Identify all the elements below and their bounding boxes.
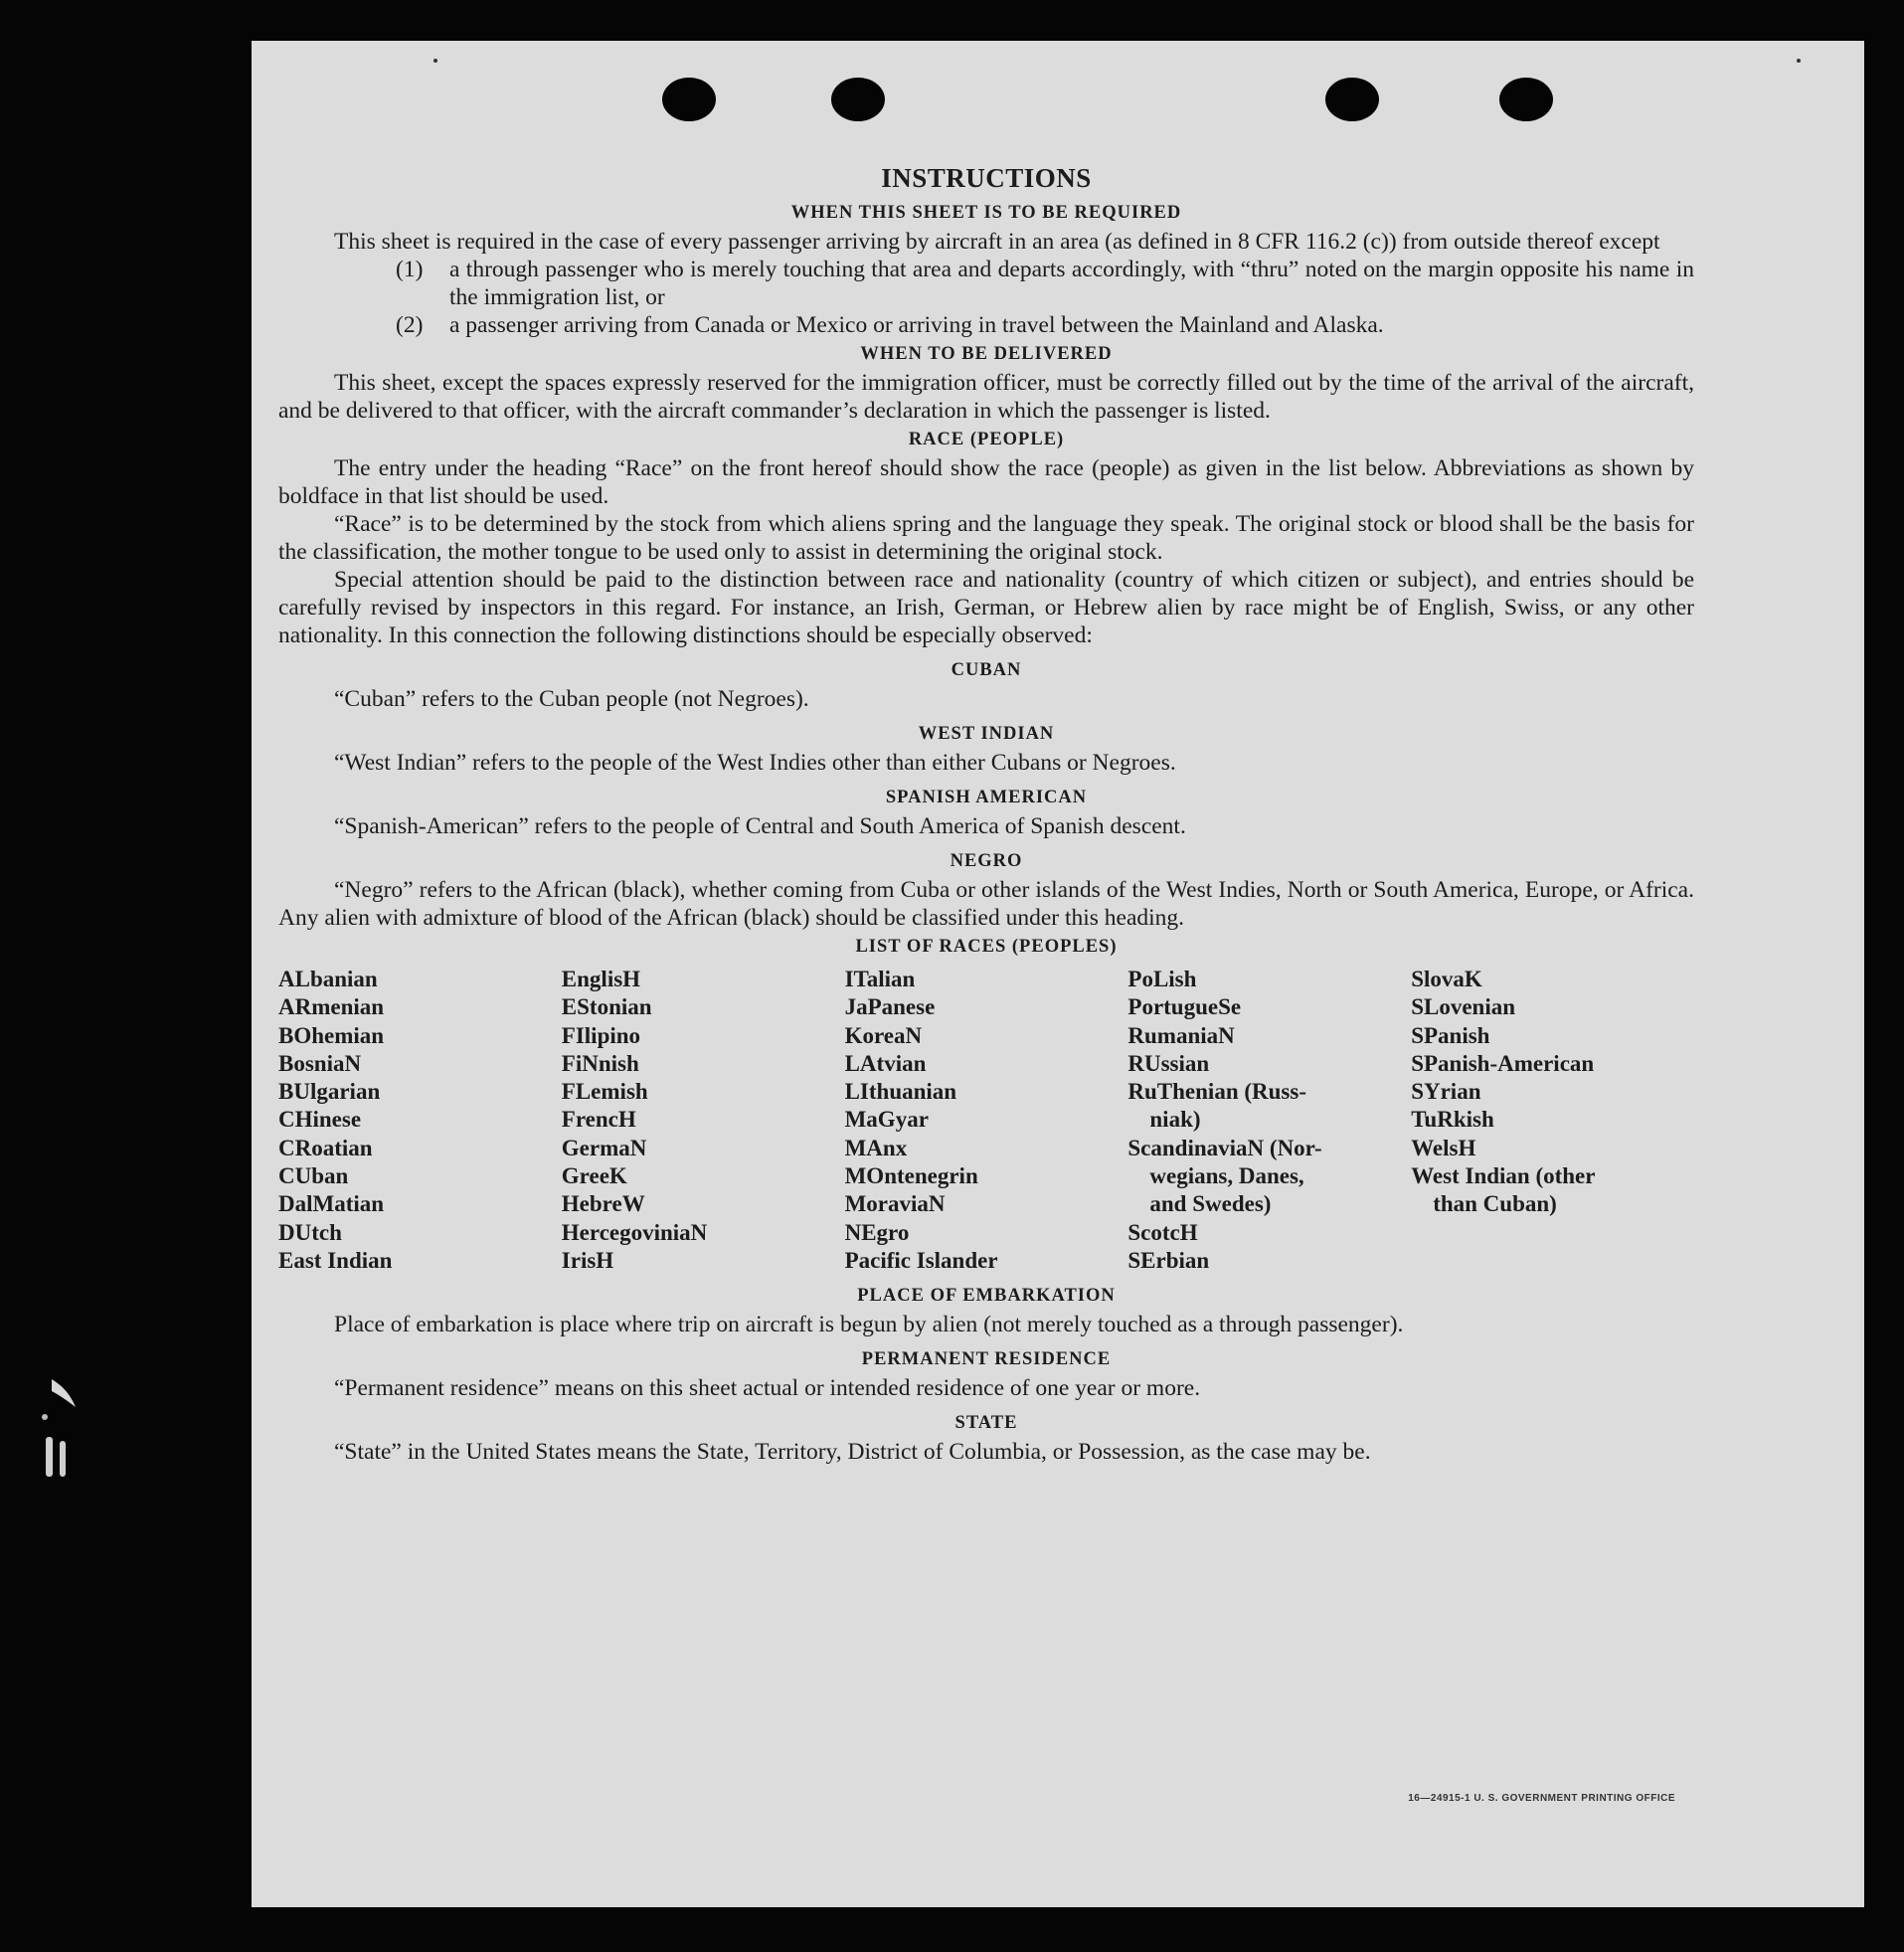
- speck: [1797, 59, 1801, 63]
- race-entry-continued: niak): [1149, 1107, 1201, 1133]
- heading-negro: NEGRO: [950, 851, 1023, 871]
- race-entry: EStonian: [561, 994, 652, 1020]
- race-paragraph-2: “Race” is to be determined by the stock from which aliens spring and the language they speak. The original stock or blood shall be the basis for the classification, the mother tongue to be used only to assist in determining the original stock.: [278, 511, 1694, 565]
- race-entry: FIlipino: [561, 1022, 641, 1048]
- heading-state: STATE: [954, 1413, 1018, 1434]
- race-entry: RUssian: [1127, 1050, 1210, 1076]
- embarkation-text: Place of embarkation is place where trip on aircraft is begun by alien (not merely touched as a through passenger).: [334, 1312, 1404, 1338]
- race-entry: EnglisH: [561, 967, 641, 991]
- race-entry: SlovaK: [1411, 967, 1482, 991]
- races-list: [278, 966, 1694, 1275]
- race-entry: KoreaN: [844, 1022, 923, 1048]
- item-text: a passenger arriving from Canada or Mexico or arriving in travel between the Mainland and Alaska.: [449, 312, 1384, 338]
- race-entry: JaPanese: [844, 994, 936, 1020]
- race-entry: IrisH: [561, 1247, 614, 1273]
- heading-race: RACE (PEOPLE): [908, 430, 1065, 449]
- punch-hole: [1499, 78, 1553, 121]
- race-entry: PortugueSe: [1127, 994, 1242, 1020]
- race-entry: SYrian: [1411, 1079, 1481, 1105]
- item-text: a through passenger who is merely touching that area and departs accordingly, with “thru” noted on the margin opposite his name in the immigration list, or: [449, 257, 1694, 310]
- state-text: “State” in the United States means the State, Territory, District of Columbia, or Possession, as the case may be.: [334, 1439, 1371, 1466]
- race-entry: MoraviaN: [844, 1191, 946, 1217]
- item-number: (1): [396, 257, 424, 282]
- punch-hole: [662, 78, 716, 121]
- race-entry: SPanish-American: [1411, 1050, 1595, 1076]
- race-entry: CUban: [278, 1163, 349, 1189]
- exception-item: [278, 311, 1694, 339]
- heading-permanent-residence: PERMANENT RESIDENCE: [861, 1349, 1112, 1370]
- race-entry: PoLish: [1127, 967, 1197, 991]
- race-entry: ALbanian: [278, 967, 378, 991]
- item-number: (2): [396, 312, 424, 338]
- race-entry: ScotcH: [1127, 1219, 1198, 1245]
- race-entry: RuThenian (Russ-: [1127, 1079, 1306, 1105]
- race-entry: East Indian: [278, 1247, 393, 1273]
- heading-spanish-american: SPANISH AMERICAN: [885, 788, 1088, 807]
- cuban-text: “Cuban” refers to the Cuban people (not Negroes).: [334, 686, 809, 712]
- race-entry: DUtch: [278, 1219, 342, 1245]
- race-entry: NEgro: [844, 1219, 910, 1245]
- race-entry-continued: than Cuban): [1433, 1191, 1557, 1217]
- heading-cuban: CUBAN: [951, 660, 1022, 680]
- races-column: [845, 966, 1128, 1275]
- speck: [433, 59, 437, 63]
- race-entry: BosniaN: [278, 1050, 362, 1076]
- heading-when-required: WHEN THIS SHEET IS TO BE REQUIRED: [790, 203, 1182, 223]
- race-entry: FiNnish: [561, 1050, 639, 1076]
- race-entry: SLovenian: [1411, 994, 1516, 1020]
- exception-item: [278, 256, 1694, 311]
- race-entry: WelsH: [1411, 1135, 1476, 1160]
- punch-hole: [1325, 78, 1379, 121]
- race-entry: GermaN: [561, 1135, 647, 1160]
- residence-text: “Permanent residence” means on this sheet actual or intended residence of one year or more.: [334, 1375, 1201, 1402]
- race-entry: CHinese: [278, 1107, 362, 1133]
- printing-office-code: 16—24915-1 U. S. GOVERNMENT PRINTING OFFICE: [1408, 1793, 1675, 1804]
- race-entry: CRoatian: [278, 1135, 373, 1160]
- race-entry: ARmenian: [278, 994, 385, 1020]
- race-entry: RumaniaN: [1127, 1022, 1235, 1048]
- race-entry: ITalian: [844, 967, 916, 991]
- race-paragraph-1: The entry under the heading “Race” on the front hereof should show the race (people) as given in the list below. Abbreviations as shown by boldface in that list should be used.: [278, 455, 1694, 509]
- spanish-american-text: “Spanish-American” refers to the people of Central and South America of Spanish descent.: [334, 813, 1186, 839]
- race-entry: FrencH: [561, 1107, 636, 1133]
- document-sheet: [252, 41, 1864, 1907]
- race-entry: HercegoviniaN: [561, 1219, 708, 1245]
- race-entry: DalMatian: [278, 1191, 385, 1217]
- punch-hole: [831, 78, 885, 121]
- instructions-content: [278, 164, 1694, 1466]
- race-entry: LIthuanian: [844, 1079, 957, 1105]
- race-entry: GreeK: [561, 1163, 627, 1189]
- heading-embarkation: PLACE OF EMBARKATION: [857, 1286, 1116, 1307]
- race-entry: MAnx: [844, 1135, 908, 1160]
- race-entry: West Indian (other: [1411, 1163, 1596, 1189]
- race-entry: MOntenegrin: [844, 1163, 978, 1189]
- heading-when-delivered: WHEN TO BE DELIVERED: [860, 344, 1113, 364]
- race-entry: HebreW: [561, 1191, 645, 1217]
- race-entry-continued: wegians, Danes,: [1149, 1163, 1304, 1189]
- races-column: [278, 966, 562, 1275]
- race-entry: BUlgarian: [278, 1079, 381, 1105]
- races-column: [562, 966, 845, 1275]
- heading-list-of-races: LIST OF RACES (PEOPLES): [855, 937, 1118, 957]
- races-column: [1127, 966, 1411, 1275]
- west-indian-text: “West Indian” refers to the people of the West Indies other than either Cubans or Negroes.: [334, 750, 1176, 776]
- race-entry: SPanish: [1411, 1022, 1490, 1048]
- race-entry: Pacific Islander: [844, 1247, 998, 1273]
- race-paragraph-3: Special attention should be paid to the distinction between race and nationality (country of which citizen or subject), and entries should be carefully revised by inspectors in this regard. For instance, an Irish, German, or Hebrew alien by race might be of English, Swiss, or any other nationality. In this connection the following distinctions should be especially observed:: [278, 567, 1694, 648]
- race-entry: FLemish: [561, 1079, 648, 1105]
- heading-west-indian: WEST INDIAN: [918, 724, 1055, 744]
- scan-artifact-icon: [38, 1377, 78, 1487]
- race-entry: SErbian: [1127, 1247, 1210, 1273]
- race-entry: LAtvian: [844, 1050, 927, 1076]
- race-entry: TuRkish: [1411, 1107, 1494, 1133]
- negro-text: “Negro” refers to the African (black), whether coming from Cuba or other islands of the West Indies, North or South America, Europe, or Africa. Any alien with admixture of blood of the African (black) should be classified under this heading.: [278, 877, 1694, 931]
- races-column: [1411, 966, 1694, 1275]
- race-entry: BOhemian: [278, 1022, 385, 1048]
- race-entry: ScandinaviaN (Nor-: [1127, 1135, 1322, 1160]
- race-entry-continued: and Swedes): [1149, 1191, 1272, 1217]
- page-title: INSTRUCTIONS: [881, 163, 1092, 193]
- when-delivered-text: This sheet, except the spaces expressly reserved for the immigration officer, must be correctly filled out by the time of the arrival of the aircraft, and be delivered to that officer, with the aircraft commander’s declaration in which the passenger is listed.: [278, 370, 1694, 424]
- race-entry: MaGyar: [844, 1107, 929, 1133]
- when-required-intro: This sheet is required in the case of every passenger arriving by aircraft in an area (as defined in 8 CFR 116.2 (c)) from outside thereof except: [334, 229, 1660, 255]
